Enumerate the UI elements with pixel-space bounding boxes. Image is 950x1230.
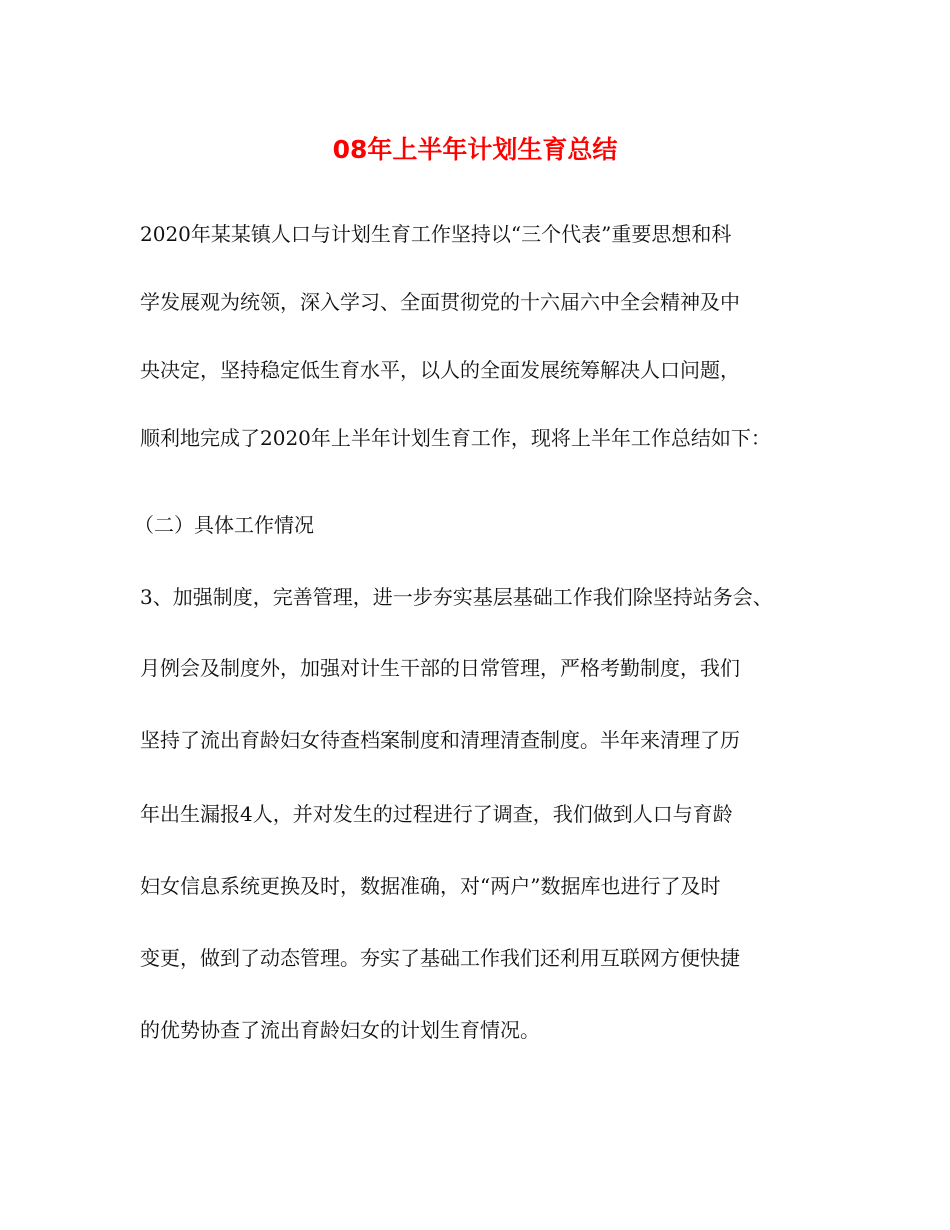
- intro-line: 央决定，坚持稳定低生育水平，以人的全面发展统筹解决人口问题，: [140, 358, 740, 382]
- body-line: 的优势协查了流出育龄妇女的计划生育情况。: [140, 1018, 540, 1042]
- body-line: 月例会及制度外，加强对计生干部的日常管理，严格考勤制度，我们: [140, 656, 740, 680]
- intro-line: 顺利地完成了2020年上半年计划生育工作，现将上半年工作总结如下：: [140, 426, 771, 450]
- intro-line: 学发展观为统领，深入学习、全面贯彻党的十六届六中全会精神及中: [140, 290, 740, 314]
- body-line: 妇女信息系统更换及时，数据准确，对“两户”数据库也进行了及时: [140, 874, 721, 898]
- intro-line: 2020年某某镇人口与计划生育工作坚持以“三个代表”重要思想和科: [140, 222, 732, 246]
- body-line: 坚持了流出育龄妇女待查档案制度和清理清查制度。半年来清理了历: [140, 728, 740, 752]
- body-line: 3、加强制度，完善管理，进一步夯实基层基础工作我们除坚持站务会、: [140, 585, 773, 609]
- body-line: 年出生漏报4人，并对发生的过程进行了调查，我们做到人口与育龄: [140, 802, 733, 826]
- body-line: 变更，做到了动态管理。夯实了基础工作我们还利用互联网方便快捷: [140, 946, 740, 970]
- document-title: 08年上半年计划生育总结: [332, 135, 618, 164]
- section-heading: （二）具体工作情况: [134, 513, 314, 537]
